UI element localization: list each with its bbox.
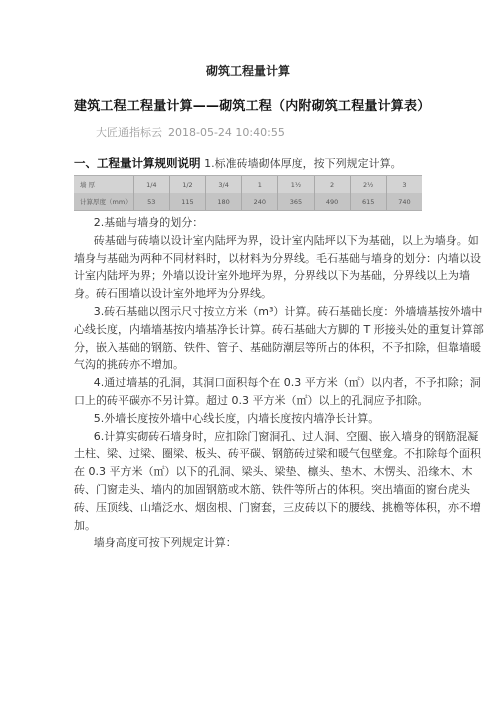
- article-meta: [96, 124, 291, 140]
- paragraph: 3.砖石基础以图示尺寸按立方米（m³）计算。砖石基础长度：外墙墙基按外墙中心线长度，内墙墙基按内墙基净长计算。砖石基础大方脚的 T 形接头处的重复计算部分，嵌入基础的钢筋、铁件、管子、基础防潮层等所占的体积，不予扣除，但靠墙暖气沟的挑砖亦不增加。: [74, 304, 484, 372]
- table-cell: 2½: [351, 176, 387, 193]
- table-cell: 115: [170, 193, 206, 210]
- table-cell: 240: [242, 193, 278, 210]
- article-title: 建筑工程工程量计算——砌筑工程（内附砌筑工程量计算表）: [74, 99, 431, 114]
- document-title: 砌筑工程量计算: [205, 64, 290, 78]
- table-header-row: [74, 176, 422, 193]
- table-cell: 3/4: [206, 176, 242, 193]
- brick-thickness-table: [74, 175, 422, 211]
- publish-date: 2018-05-24 10:40:55: [168, 126, 285, 139]
- section-heading: [74, 155, 484, 171]
- section-lead-text: 1.标准砖墙砌体厚度，按下列规定计算。: [204, 157, 402, 170]
- paragraph: 砖基础与砖墙以设计室内陆坪为界，设计室内陆坪以下为基础，以上为墙身。如墙身与基础为两种不同材料时，以材料为分界线。毛石基础与墙身的划分：内墙以设计室内陆坪为界；外墙以设计室外地坪为界，分界线以下为基础，分界线以上为墙身。砖石围墙以设计室外地坪为分界线。: [74, 233, 481, 301]
- table-cell: 53: [134, 193, 170, 210]
- table-cell: 615: [351, 193, 387, 210]
- table-cell: 180: [206, 193, 242, 210]
- table-cell: 490: [315, 193, 351, 210]
- paragraph: 6.计算实砌砖石墙身时，应扣除门窗洞孔、过人洞、空圈、嵌入墙身的钢筋混凝土柱、梁、过梁、圈梁、板头、砖平碳、钢筋砖过梁和暖气包壁龛。不扣除每个面积在 0.3 平方米（㎡）以下的孔洞、梁头、梁垫、檩头、垫木、木愣头、沿缘木、木砖、门窗走头、墙内的加固钢筋或木筋、铁件等所占的体积。突出墙面的窗台虎头砖、压顶线、山墙泛水、烟囱根、门窗套，三皮砖以下的腰线、挑檐等体积，亦不增加。: [74, 429, 481, 532]
- paragraph: 2.基础与墙身的划分：: [93, 216, 204, 229]
- table-cell: 1: [242, 176, 278, 193]
- table-cell: 365: [278, 193, 314, 210]
- table-cell: 计算厚度（mm）: [74, 193, 134, 210]
- table-cell: 3: [402, 180, 407, 189]
- table-cell: 墙 厚: [74, 176, 134, 193]
- table-cell: 1/4: [134, 176, 170, 193]
- section-title: 一、工程量计算规则说明: [74, 156, 201, 170]
- table-row: [74, 193, 422, 210]
- paragraph: 4.通过墙基的孔洞，其洞口面积每个在 0.3 平方米（㎡）以内者，不予扣除；洞口上的砖平碳亦不另计算。超过 0.3 平方米（㎡）以上的孔洞应予扣除。: [74, 376, 481, 407]
- table-cell: 1½: [278, 176, 314, 193]
- table-cell: 2: [315, 176, 351, 193]
- paragraph: 5.外墙长度按外墙中心线长度，内墙长度按内墙净长计算。: [93, 411, 380, 425]
- article-body: [74, 214, 488, 552]
- table-cell: 740: [398, 197, 411, 206]
- author-name[interactable]: 大匠通指标云: [96, 126, 162, 139]
- paragraph: 墙身高度可按下列规定计算：: [93, 536, 237, 550]
- table-cell: 1/2: [170, 176, 206, 193]
